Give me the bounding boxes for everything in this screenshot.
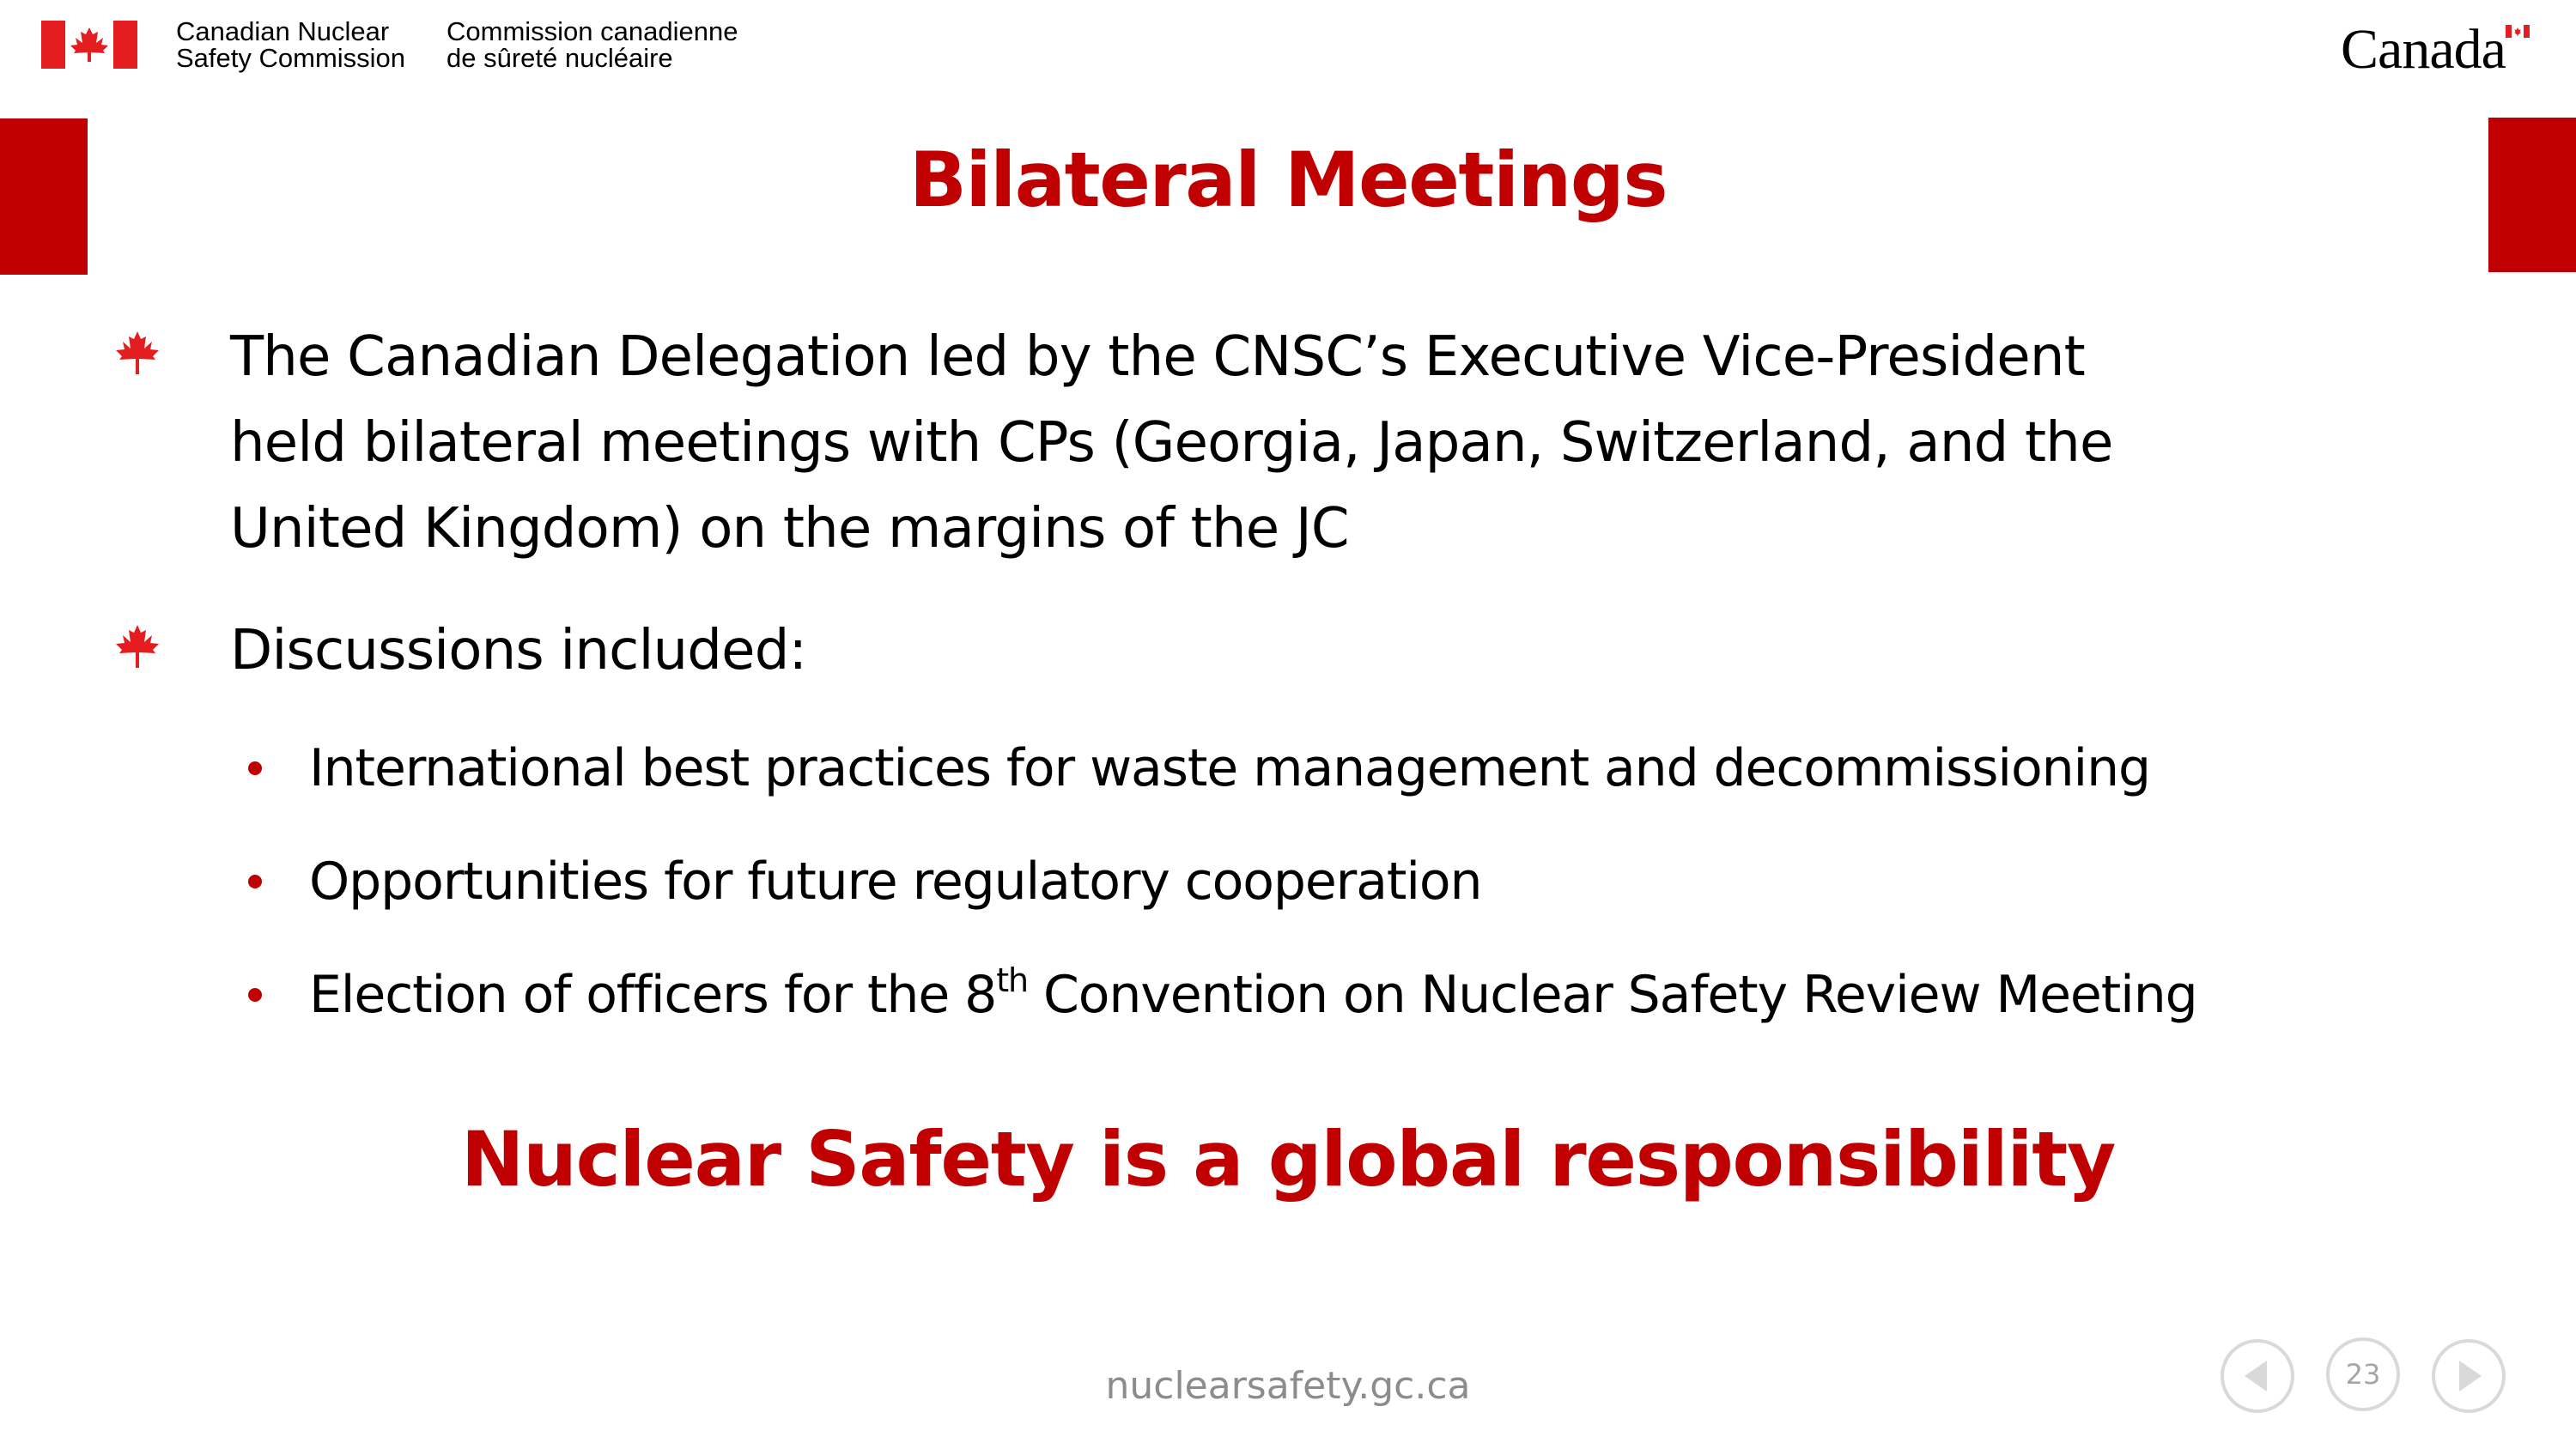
bullet-dot-icon	[248, 988, 262, 1002]
tagline: Nuclear Safety is a global responsibility	[460, 1115, 2116, 1203]
maple-leaf-icon	[113, 623, 161, 675]
canada-flag-logo	[41, 21, 137, 69]
page-number: 23	[2345, 1358, 2381, 1391]
canada-wordmark-text: Canada	[2341, 18, 2506, 81]
bullet-1-line-1: The Canadian Delegation led by the CNSC’s Executive Vice-President	[230, 325, 2085, 389]
next-slide-button[interactable]	[2432, 1339, 2506, 1413]
bullet-dot-icon	[248, 761, 262, 775]
agency-en-line-1: Canadian Nuclear	[176, 16, 390, 46]
prev-arrow-icon	[2224, 1343, 2291, 1410]
sub-bullet-3-before: Election of officers for the 8	[309, 965, 997, 1025]
ordinal-suffix: th	[996, 961, 1029, 999]
sub-bullet-1: International best practices for waste management and decommissioning	[309, 738, 2151, 798]
wordmark-flag-icon	[2506, 25, 2530, 38]
sub-bullet-2: Opportunities for future regulatory cooperation	[309, 852, 1482, 912]
agency-name-english	[176, 18, 405, 71]
canada-wordmark	[2341, 18, 2506, 81]
bullet-dot-icon	[248, 875, 262, 888]
sub-bullet-3	[309, 956, 2197, 1034]
agency-name-french	[447, 18, 738, 71]
footer-url: nuclearsafety.gc.ca	[1105, 1364, 1471, 1408]
agency-en-line-2: Safety Commission	[176, 43, 406, 73]
bullet-1-line-3: United Kingdom) on the margins of the JC	[230, 497, 1349, 561]
bullet-2-text: Discussions included:	[230, 619, 807, 682]
agency-fr-line-2: de sûreté nucléaire	[447, 43, 673, 73]
slide-title: Bilateral Meetings	[908, 136, 1668, 224]
prev-slide-button[interactable]	[2221, 1339, 2294, 1413]
agency-fr-line-1: Commission canadienne	[447, 16, 738, 46]
sub-bullet-3-after: Convention on Nuclear Safety Review Meeting	[1028, 965, 2197, 1025]
page-number-badge	[2326, 1337, 2400, 1411]
bullet-1-line-2: held bilateral meetings with CPs (Georgia, Japan, Switzerland, and the	[230, 411, 2113, 475]
next-arrow-icon	[2435, 1343, 2502, 1410]
maple-leaf-icon	[113, 330, 161, 381]
